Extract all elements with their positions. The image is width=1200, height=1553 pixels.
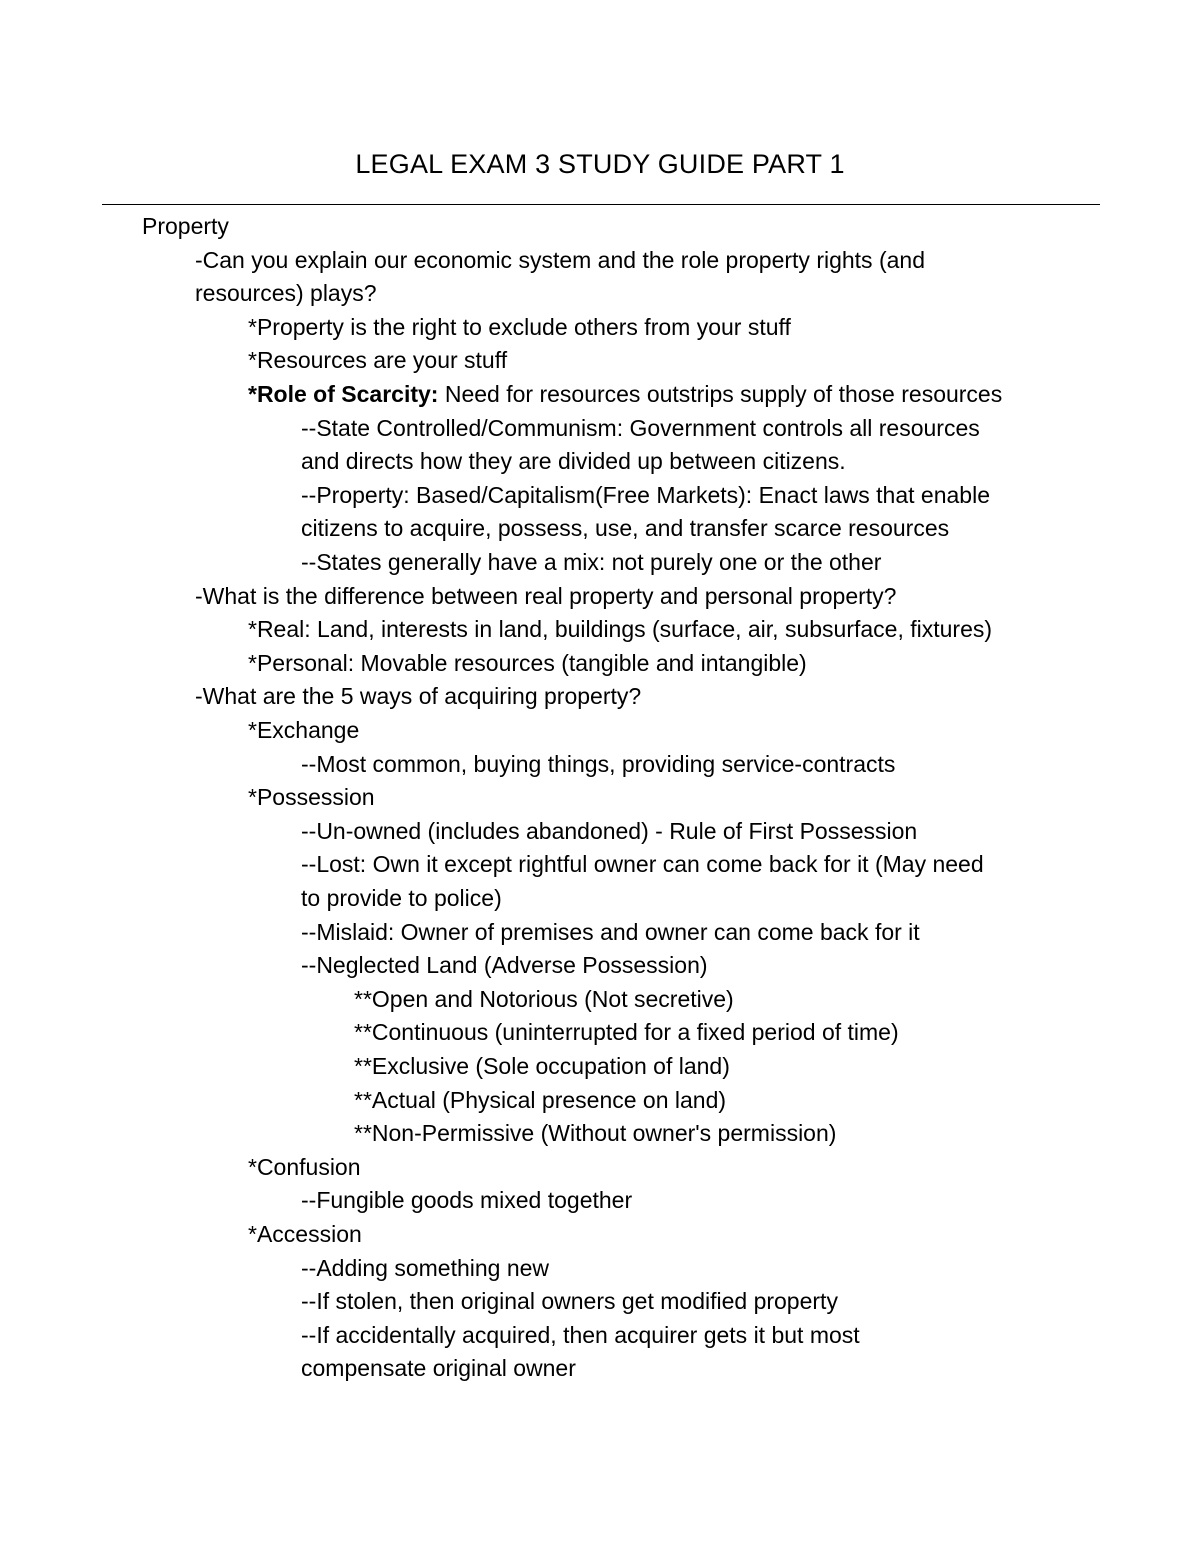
outline-line-level-3: [301, 411, 980, 445]
outline-line-level-4: [354, 1049, 730, 1083]
outline-line-level-3: [301, 478, 990, 512]
outline-line-bold-label: *Role of Scarcity:: [248, 381, 439, 407]
outline-line-level-1: [195, 276, 377, 310]
outline-line-text: *Real: Land, interests in land, buildings (surface, air, subsurface, fixtures): [248, 616, 993, 643]
outline-line-text: --Mislaid: Owner of premises and owner can come back for it: [301, 918, 920, 945]
outline-line-text: **Open and Notorious (Not secretive): [354, 985, 734, 1012]
outline-line-text: *Resources are your stuff: [248, 347, 508, 374]
outline-line-text: *Possession: [248, 784, 375, 811]
outline-line-level-3: [301, 1183, 632, 1217]
outline-line-level-3: [301, 747, 895, 781]
outline-line-text: and directs how they are divided up between citizens.: [301, 448, 846, 475]
outline-line-text: **Actual (Physical presence on land): [354, 1086, 727, 1113]
outline-line-level-4: [354, 1116, 836, 1150]
outline-line-level-1: [195, 243, 925, 277]
outline-line-text: -What are the 5 ways of acquiring property?: [195, 683, 642, 710]
outline-line-text: --Lost: Own it except rightful owner can come back for it (May need: [301, 851, 984, 878]
outline-line-text: *Exchange: [248, 717, 360, 743]
outline-line-text: citizens to acquire, possess, use, and transfer scarce resources: [301, 515, 950, 542]
outline-line-text: --Property: Based/Capitalism(Free Markets): Enact laws that enable: [301, 481, 990, 508]
outline-line-level-2: [248, 646, 807, 680]
outline-line-text: --Most common, buying things, providing service-contracts: [301, 750, 896, 777]
outline-line-level-3: [301, 545, 881, 579]
outline-line-text: compensate original owner: [301, 1355, 576, 1382]
outline-line-text: **Non-Permissive (Without owner's permission): [354, 1120, 837, 1147]
outline-line-text: --State Controlled/Communism: Government controls all resources: [301, 414, 980, 441]
outline-line-level-3: [301, 814, 917, 848]
outline-line-level-4: [354, 1015, 899, 1049]
outline-line-level-2: [248, 612, 992, 646]
outline-line-text: --Un-owned (includes abandoned) - Rule of First Possession: [301, 817, 918, 844]
outline-line-text: *Property is the right to exclude others from your stuff: [248, 313, 791, 340]
document-title: LEGAL EXAM 3 STUDY GUIDE PART 1: [355, 149, 845, 179]
outline-line-text: --Adding something new: [301, 1254, 550, 1281]
outline-line-text: --If accidentally acquired, then acquirer gets it but most: [301, 1321, 860, 1348]
outline-line-text: --Neglected Land (Adverse Possession): [301, 952, 708, 979]
outline-line-level-1: [195, 679, 641, 713]
outline-line-level-0: [142, 209, 229, 243]
outline-line-level-3: [301, 847, 984, 881]
outline-line-level-2: [248, 377, 1002, 411]
outline-line-text: **Exclusive (Sole occupation of land): [354, 1053, 730, 1079]
outline-line-level-4: [354, 982, 734, 1016]
outline-line-level-1: [195, 579, 896, 613]
outline-line-level-3: [301, 1284, 838, 1318]
outline-line-text: --Fungible goods mixed together: [301, 1187, 633, 1214]
outline-line-text: to provide to police): [301, 885, 502, 911]
outline-line-text: *Confusion: [248, 1153, 361, 1180]
outline-line-level-3: [301, 881, 502, 915]
outline-line-level-3: [301, 948, 708, 982]
outline-line-level-2: [248, 310, 791, 344]
outline-line-level-2: [248, 343, 507, 377]
outline-line-level-3: [301, 1351, 576, 1385]
outline-line-text: Need for resources outstrips supply of those resources: [438, 381, 1003, 407]
outline-line-level-2: [248, 1217, 362, 1251]
outline-line-text: -Can you explain our economic system and the role property rights (and: [195, 246, 925, 273]
outline-line-level-3: [301, 915, 920, 949]
outline-line-text: *Accession: [248, 1221, 362, 1247]
outline-line-text: resources) plays?: [195, 280, 377, 307]
outline-line-text: Property: [142, 213, 229, 239]
outline-line-text: --States generally have a mix: not purely one or the other: [301, 549, 882, 575]
outline-line-level-4: [354, 1083, 726, 1117]
outline-line-level-2: [248, 713, 359, 747]
outline-line-level-2: [248, 1150, 361, 1184]
outline-line-level-3: [301, 1251, 549, 1285]
outline-line-text: *Personal: Movable resources (tangible and intangible): [248, 649, 807, 676]
outline-line-level-2: [248, 780, 375, 814]
outline-line-level-3: [301, 1318, 860, 1352]
title-divider: [102, 204, 1100, 205]
outline-line-text: --If stolen, then original owners get modified property: [301, 1288, 838, 1315]
outline-line-level-3: [301, 511, 949, 545]
outline-line-text: -What is the difference between real property and personal property?: [195, 582, 897, 609]
outline-line-level-3: [301, 444, 846, 478]
outline-line-text: **Continuous (uninterrupted for a fixed period of time): [354, 1019, 899, 1046]
